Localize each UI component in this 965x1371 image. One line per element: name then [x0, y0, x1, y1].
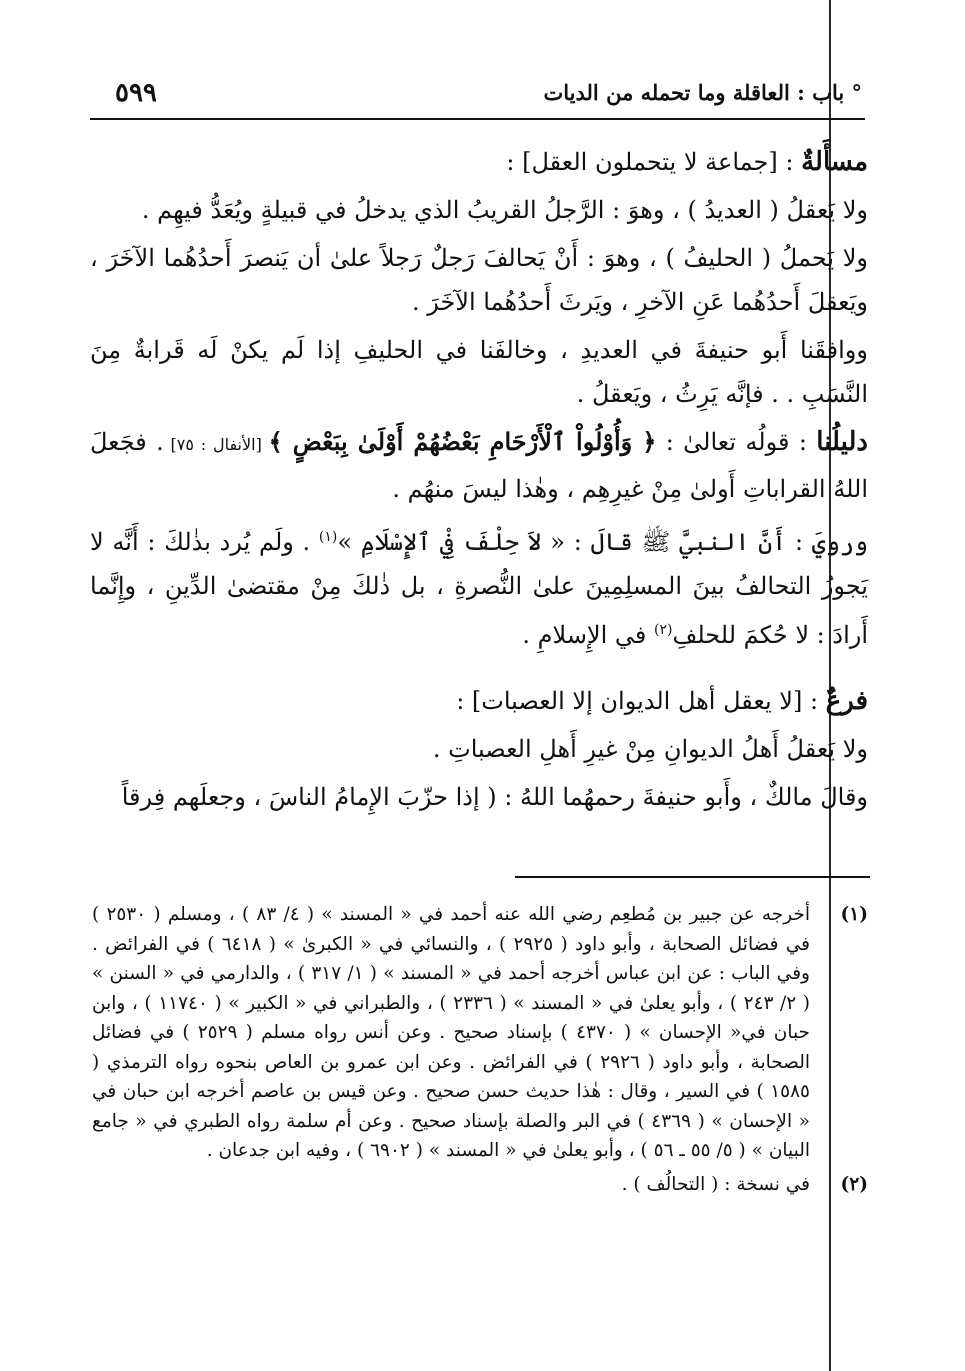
quran-reference: [الأنفال : ٧٥] — [163, 435, 269, 454]
footnote-ref-2[interactable]: (٢) — [654, 622, 673, 638]
hadith-text: ورويَ : أَنَّ النبيَّ ﷺ قالَ : « لاَ حِلْفَ فِيْ ٱلإِسْلَامِ » — [337, 528, 869, 556]
dalil-intro: : قولُه تعالىٰ : — [656, 428, 817, 456]
page-number: ٥٩٩ — [115, 78, 157, 108]
footnotes — [92, 900, 868, 1199]
far-heading-line — [90, 679, 868, 723]
dalil-heading: دليلُنا — [816, 427, 868, 457]
masala-title: : [جماعة لا يتحملون العقل] : — [506, 148, 802, 176]
paragraph-adid: ولا يَعقلُ ( العديدُ ) ، وهوَ : الرَّجلُ القريبُ الذي يدخلُ في قبيلةٍ ويُعَدُّ فيهِم . — [141, 196, 868, 224]
hadith-explanation: . ولَم يُرد بذٰلكَ : أَنَّه لا يَجوزُ التحالفُ بينَ المسلِمِينَ علىٰ النُّصرةِ ، بل ذٰلكَ مِنْ مقتضىٰ الدِّينِ ، وإِنَّما أَرادَ : لا حُكمَ للحلفِ — [90, 528, 868, 649]
far-heading: فرعٌ — [825, 686, 868, 716]
running-header — [100, 78, 862, 114]
paragraph-abu-hanifa: ووافقَنا أَبو حنيفةَ في العديدِ ، وخالفَنا في الحليفِ إذا لَم يكنْ لَه قَرابةٌ مِنَ النَّسَبِ . . فإنَّه يَرِثُ ، ويَعقلُ . — [90, 336, 868, 408]
footnote-text: في نسخة : ( التحالُف ) . — [621, 1173, 810, 1195]
paragraph-diwan: ولا يَعقلُ أَهلُ الديوانِ مِنْ غيرِ أَهلِ العصباتِ . — [432, 735, 868, 763]
footnote-2 — [92, 1170, 868, 1200]
footnote-divider — [515, 876, 870, 878]
main-text — [90, 140, 868, 819]
masala-heading-line — [90, 140, 868, 184]
footnote-number: (١) — [840, 904, 868, 925]
masala-heading: مسأَلةٌ — [801, 147, 868, 177]
far-title: : [لا يعقل أهل الديوان إلا العصبات] : — [456, 687, 826, 715]
paragraph-dalil — [90, 420, 868, 511]
paragraph-halif: ولا يَحملُ ( الحليفُ ) ، وهوَ : أَنْ يَحالفَ رَجلٌ رَجلاً علىٰ أن يَنصرَ أَحدُهُما الآخَرَ ، ويَعقلَ أَحدُهُما عَنِ الآخرِ ، ويَرثَ أَحدُهُما الآخَرَ . — [90, 244, 868, 316]
footnote-ref-1[interactable]: (١) — [318, 529, 338, 545]
paragraph-malik: وقالَ مالكٌ ، وأَبو حنيفةَ رحمهُما اللهُ : ( إذا حزّبَ الإِمامُ الناسَ ، وجعلَهم فِرقاً — [121, 783, 868, 811]
hadith-ending: في الإِسلامِ . — [522, 621, 655, 649]
dalil-conclusion: . فجَعلَ اللهُ القراباتِ أَولىٰ مِنْ غيرِهِم ، وهٰذا ليسَ منهُم . — [90, 428, 868, 503]
header-divider — [90, 118, 865, 120]
paragraph-hadith — [90, 515, 868, 657]
chapter-title: ° باب : العاقلة وما تحمله من الديات — [543, 80, 862, 105]
footnote-text: أخرجه عن جبير بن مُطعِم رضي الله عنه أحمد في « المسند » ( ٤/ ٨٣ ) ، ومسلم ( ٢٥٣٠ ) في فضائل الصحابة ، وأبو داود ( ٢٩٢٥ ) ، والنسائي في « الكبرىٰ » ( ٦٤١٨ ) في الفرائض . وفي الباب : عن ابن عباس أخرجه أحمد في « المسند » ( ١/ ٣١٧ ) ، والدارمي في « السنن » ( ٢/ ٢٤٣ ) ، وأبو يعلىٰ في « المسند » ( ٢٣٣٦ ) ، والطبراني في « الكبير » ( ١١٧٤٠ ) ، وابن حبان في« الإحسان » ( ٤٣٧٠ ) بإسناد صحيح . وعن أنس رواه مسلم ( ٢٥٢٩ ) في فضائل الصحابة ، وأبو داود ( ٢٩٢٦ ) في الفرائض . وعن ابن عمرو بن العاص بنحوه رواه الترمذي ( ١٥٨٥ ) في السير ، وقال : هٰذا حديث حسن صحيح . وعن قيس بن عاصم أخرجه ابن حبان في « الإحسان » ( ٤٣٦٩ ) في البر والصلة بإسناد صحيح . وعن أم سلمة رواه الطبري في « جامع البيان » ( ٥/ ٥٥ ـ ٥٦ ) ، وأبو يعلىٰ في « المسند » ( ٦٩٠٢ ) ، وفيه ابن جدعان . — [92, 904, 811, 1161]
footnote-number: (٢) — [840, 1173, 868, 1195]
footnote-1 — [92, 900, 868, 1166]
quran-verse: ﴿ وَأُوْلُواْ ٱلْأَرْحَامِ بَعْضُهُمْ أَوْلَىٰ بِبَعْضٍ ﴾ — [268, 427, 657, 456]
